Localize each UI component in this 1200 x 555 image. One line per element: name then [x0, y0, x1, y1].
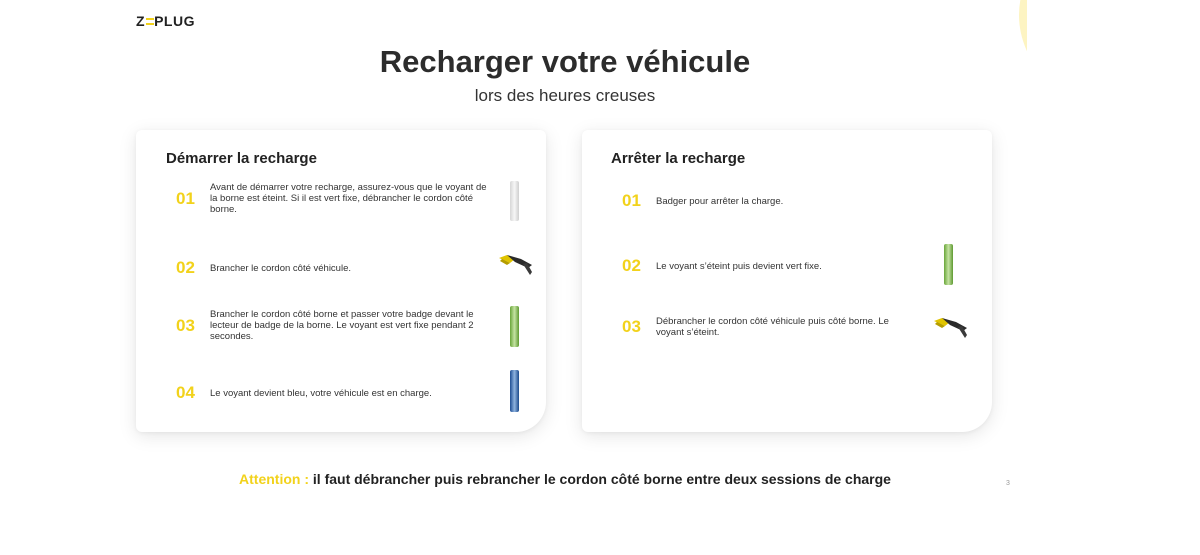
logo-word: PLUG [154, 13, 195, 29]
step-text: Badger pour arrêter la charge. [656, 195, 784, 207]
step-number: 01 [176, 188, 195, 208]
step-number: 01 [622, 191, 641, 210]
page-title: Recharger votre véhicule [379, 44, 751, 79]
attention-notice [0, 471, 1130, 487]
step-text: Débrancher le cordon côté véhicule puis côté borne. Le voyant s’éteint. [656, 316, 889, 338]
page-number: 3 [1006, 480, 1010, 487]
logo-letter: Z [136, 13, 146, 29]
step-text: Brancher le cordon côté borne et passer votre badge devant le lecteur de badge de la borne. Le voyant est vert fixe pendant 2 secondes. [210, 309, 474, 342]
step-text: Brancher le cordon côté véhicule. [210, 262, 351, 274]
light-green-icon [510, 306, 519, 347]
stop-step-3 [622, 316, 942, 338]
start-card-title: Démarrer la recharge [166, 150, 317, 167]
stop-step-1 [622, 191, 942, 211]
step-number: 02 [622, 256, 641, 275]
step-number: 03 [622, 317, 641, 336]
start-step-2 [176, 258, 496, 278]
step-text: Avant de démarrer votre recharge, assurez-vous que le voyant de la borne est éteint. Si il est vert fixe, débrancher le cordon côté borne. [210, 182, 487, 215]
step-number: 04 [176, 383, 195, 402]
charging-plug-icon [497, 250, 535, 278]
attention-text: il faut débrancher puis rebrancher le cordon côté borne entre deux sessions de charge [312, 471, 891, 487]
light-off-icon [510, 181, 519, 221]
start-step-4 [176, 383, 496, 403]
step-number: 03 [176, 315, 195, 335]
attention-label: Attention : [239, 471, 310, 487]
start-step-1 [176, 182, 496, 215]
light-green-icon [944, 244, 953, 285]
zeplug-logo [136, 13, 195, 29]
start-step-3 [176, 309, 496, 342]
stop-step-2 [622, 256, 942, 276]
page-subtitle: lors des heures creuses [474, 86, 656, 105]
step-text: Le voyant devient bleu, votre véhicule est en charge. [210, 387, 432, 399]
start-charging-card [136, 130, 546, 432]
step-text: Le voyant s’éteint puis devient vert fixe. [656, 260, 822, 272]
stop-card-title: Arrêter la recharge [611, 150, 746, 167]
step-number: 02 [176, 258, 195, 277]
charging-plug-icon [932, 313, 970, 341]
stop-charging-card [582, 130, 992, 432]
logo-bars-icon [145, 17, 154, 27]
light-blue-icon [510, 370, 519, 412]
